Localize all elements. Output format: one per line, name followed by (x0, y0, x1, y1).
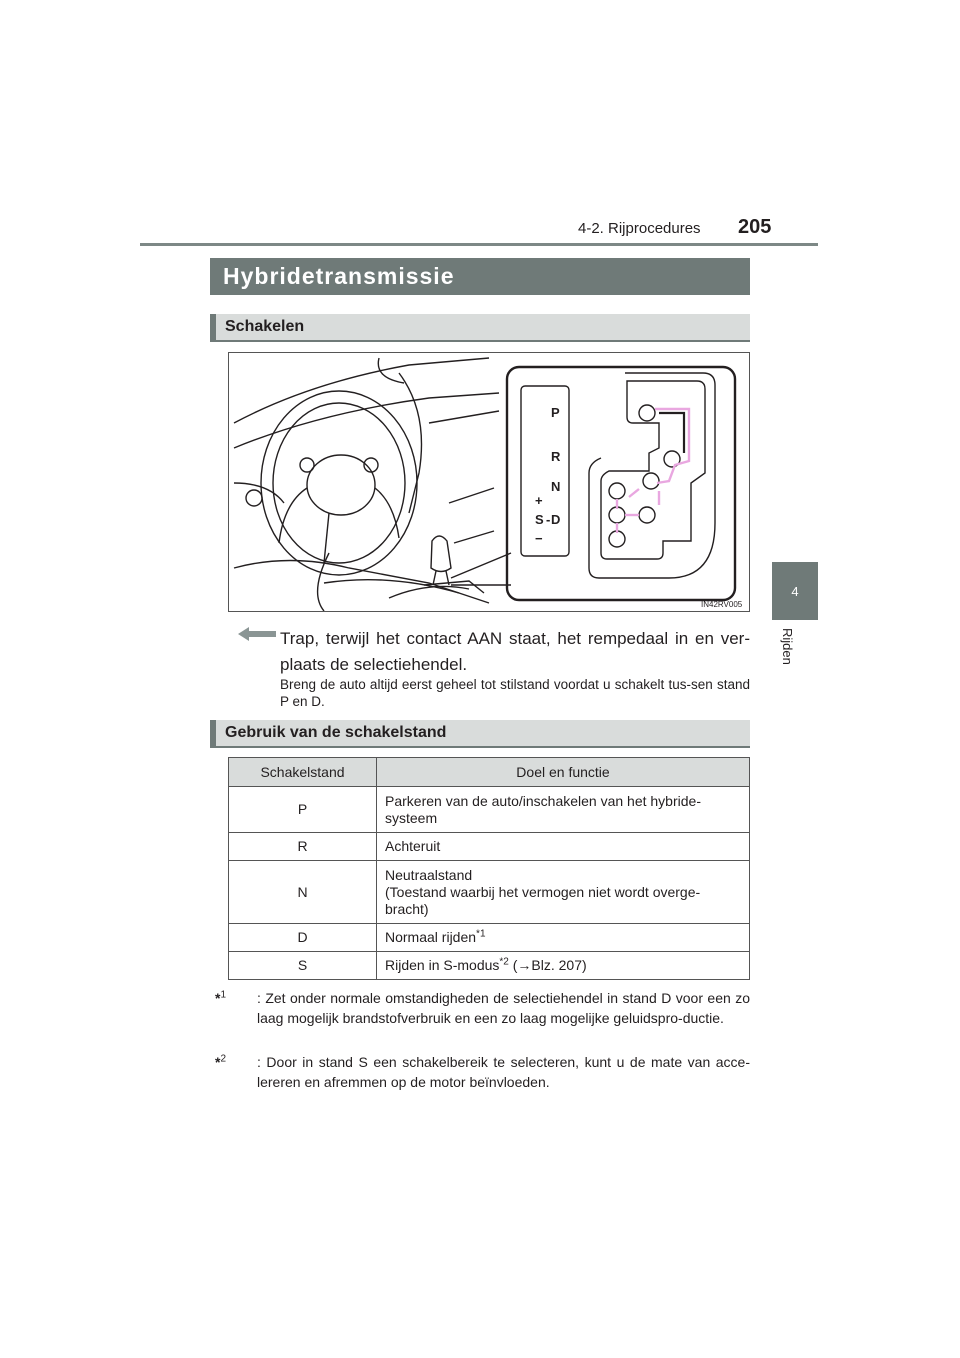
table-row (229, 924, 750, 952)
chapter-label: Rijden (780, 628, 795, 665)
figure-code: IN42RV005 (701, 600, 743, 609)
footnote-1 (215, 988, 750, 1028)
footnote-ref: *2 (499, 956, 509, 968)
footnote-number: 2 (220, 1053, 227, 1065)
function-cell (377, 787, 750, 833)
footnote-text: : Door in stand S een schakelbereik te selecteren, kunt u de mate van acce-lereren en afremmen op de motor beïnvloeden. (257, 1054, 750, 1090)
chapter-tab (772, 562, 818, 620)
gate-label-plus: + (535, 493, 543, 508)
table-row (229, 833, 750, 861)
function-line: Parkeren van de auto/inschakelen van het hybride- (385, 792, 701, 809)
position-cell: S (229, 952, 377, 980)
shift-position-table (228, 757, 750, 980)
page-reference: (→Blz. 207) (508, 957, 587, 973)
footnote-2 (215, 1052, 750, 1092)
note-text: Breng de auto altijd eerst geheel tot stilstand voordat u schakelt tus-sen stand P en D. (280, 677, 750, 709)
section-header-schakelen (210, 314, 750, 342)
table-header-position: Schakelstand (229, 758, 377, 787)
function-line: bracht) (385, 900, 429, 917)
section-marker (210, 314, 216, 340)
function-line: (Toestand waarbij het vermogen niet wordt overge- (385, 883, 701, 900)
footnote-ref: *1 (476, 928, 486, 940)
section-title: Schakelen (225, 318, 305, 335)
position-cell: P (229, 787, 377, 833)
gate-label-r: R (551, 449, 561, 464)
table-header-row (229, 758, 750, 787)
chapter-number: 4 (791, 583, 799, 599)
footnote-star: * (215, 990, 221, 1006)
section-heading: 4-2. Rijprocedures (578, 220, 701, 237)
section-header-gebruik (210, 720, 750, 748)
function-line: Neutraalstand (385, 866, 473, 883)
function-cell (377, 952, 750, 980)
position-cell: R (229, 833, 377, 861)
position-cell: D (229, 924, 377, 952)
footnote-marker (215, 1052, 226, 1072)
section-title: Gebruik van de schakelstand (225, 724, 447, 741)
instruction-text: Trap, terwijl het contact AAN staat, het rempedaal in en ver-plaats de selectiehendel. (280, 629, 750, 674)
gate-label-s: S (535, 512, 544, 527)
gate-label-d: D (551, 512, 561, 527)
function-text: Rijden in S-modus (385, 957, 500, 973)
table-row (229, 787, 750, 833)
table-row (229, 952, 750, 980)
footnote-marker (215, 988, 226, 1008)
footnote-text: : Zet onder normale omstandigheden de selectiehendel in stand D voor een zo laag mogelijk brandstofverbruik en een zo laag mogelijke geluidspro-ductie. (257, 990, 750, 1026)
function-cell (377, 861, 750, 924)
page-title (210, 258, 750, 295)
function-cell (377, 924, 750, 952)
gate-label-p: P (551, 405, 560, 420)
function-line: systeem (385, 809, 438, 826)
shift-lever-drawing (229, 353, 749, 611)
gate-label-minus: − (535, 531, 543, 546)
footnote-star: * (215, 1054, 221, 1070)
step-arrow-icon (238, 626, 276, 642)
function-text: Normaal rijden (385, 929, 477, 945)
page-title-text: Hybridetransmissie (223, 263, 455, 289)
table-header-function: Doel en functie (377, 758, 750, 787)
gate-labels (535, 405, 561, 546)
gate-label-dash: - (546, 512, 551, 527)
section-marker (210, 720, 216, 746)
footnote-number: 1 (220, 989, 227, 1001)
shift-lever-illustration (228, 352, 750, 612)
header-rule (140, 243, 818, 246)
function-cell: Achteruit (377, 833, 750, 861)
gate-label-n: N (551, 479, 561, 494)
page-number: 205 (738, 216, 772, 238)
table-row (229, 861, 750, 924)
position-cell: N (229, 861, 377, 924)
